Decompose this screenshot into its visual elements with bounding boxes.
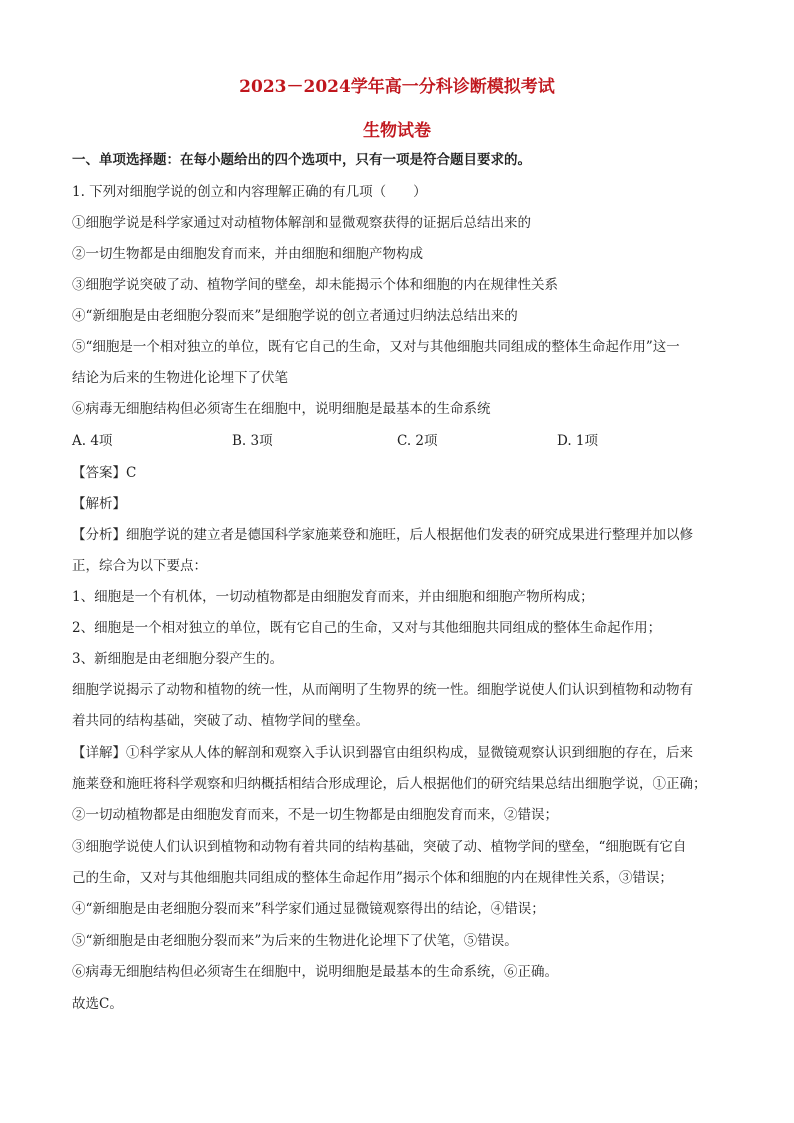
conclusion-line: 故选C。 (72, 996, 123, 1012)
detail-line: ②一切动植物都是由细胞发育而来，不是一切生物都是由细胞发育而来，②错误； (72, 807, 558, 823)
analysis-line: 正，综合为以下要点： (72, 558, 207, 574)
statement-4: ④“新细胞是由老细胞分裂而来”是细胞学说的创立者通过归纳法总结出来的 (72, 308, 518, 324)
analysis-line: 细胞学说揭示了动物和植物的统一性，从而阐明了生物界的统一性。细胞学说使人们认识到植物和动物有 (72, 682, 693, 698)
statement-3: ③细胞学说突破了动、植物学间的壁垒，却未能揭示个体和细胞的内在规律性关系 (72, 277, 558, 293)
detail-line: 施莱登和施旺将科学观察和归纳概括相结合形成理论，后人根据他们的研究结果总结出细胞学说，①正确； (72, 776, 707, 792)
analysis-line: 3、新细胞是由老细胞分裂产生的。 (72, 651, 284, 667)
statement-5: ⑤“细胞是一个相对独立的单位，既有它自己的生命，又对与其他细胞共同组成的整体生命起作用”这一 (72, 339, 680, 355)
section-heading: 一、单项选择题：在每小题给出的四个选项中，只有一项是符合题目要求的。 (72, 152, 531, 168)
option-b: B. 3项 (232, 433, 273, 449)
answer-label: 【答案】C (72, 465, 137, 481)
option-a: A. 4项 (72, 433, 113, 449)
analysis-line: 1、细胞是一个有机体，一切动植物都是由细胞发育而来，并由细胞和细胞产物所构成； (72, 589, 594, 605)
detail-line: 己的生命，又对与其他细胞共同组成的整体生命起作用”揭示个体和细胞的内在规律性关系，③错误； (72, 870, 673, 886)
analysis-line: 2、细胞是一个相对独立的单位，既有它自己的生命，又对与其他细胞共同组成的整体生命起作用； (72, 620, 662, 636)
statement-2: ②一切生物都是由细胞发育而来，并由细胞和细胞产物构成 (72, 246, 423, 262)
statement-6: ⑥病毒无细胞结构但必须寄生在细胞中，说明细胞是最基本的生命系统 (72, 401, 491, 417)
detail-line: 【详解】①科学家从人体的解剖和观察入手认识到器官由组织构成，显微镜观察认识到细胞的存在，后来 (72, 745, 693, 761)
detail-line: ④“新细胞是由老细胞分裂而来”科学家们通过显微镜观察得出的结论，④错误； (72, 901, 545, 917)
analysis-line: 【分析】细胞学说的建立者是德国科学家施莱登和施旺，后人根据他们发表的研究成果进行整理并加以修 (72, 527, 693, 543)
exam-subtitle: 生物试卷 (363, 121, 431, 141)
statement-1: ①细胞学说是科学家通过对动植物体解剖和显微观察获得的证据后总结出来的 (72, 215, 531, 231)
analysis-label: 【解析】 (72, 496, 126, 512)
detail-line: ③细胞学说使人们认识到植物和动物有着共同的结构基础，突破了动、植物学间的壁垒，“细胞既有它自 (72, 839, 687, 855)
options-row (72, 431, 732, 451)
question-stem: 1. 下列对细胞学说的创立和内容理解正确的有几项（ ） (72, 184, 427, 200)
option-d: D. 1项 (557, 433, 599, 449)
analysis-line: 着共同的结构基础，突破了动、植物学间的壁垒。 (72, 713, 369, 729)
exam-title: 2023－2024学年高一分科诊断模拟考试 (239, 77, 555, 97)
detail-line: ⑤“新细胞是由老细胞分裂而来”为后来的生物进化论埋下了伏笔，⑤错误。 (72, 933, 518, 949)
detail-line: ⑥病毒无细胞结构但必须寄生在细胞中，说明细胞是最基本的生命系统，⑥正确。 (72, 964, 558, 980)
option-c: C. 2项 (397, 433, 438, 449)
statement-5-continued: 结论为后来的生物进化论埋下了伏笔 (72, 370, 288, 386)
